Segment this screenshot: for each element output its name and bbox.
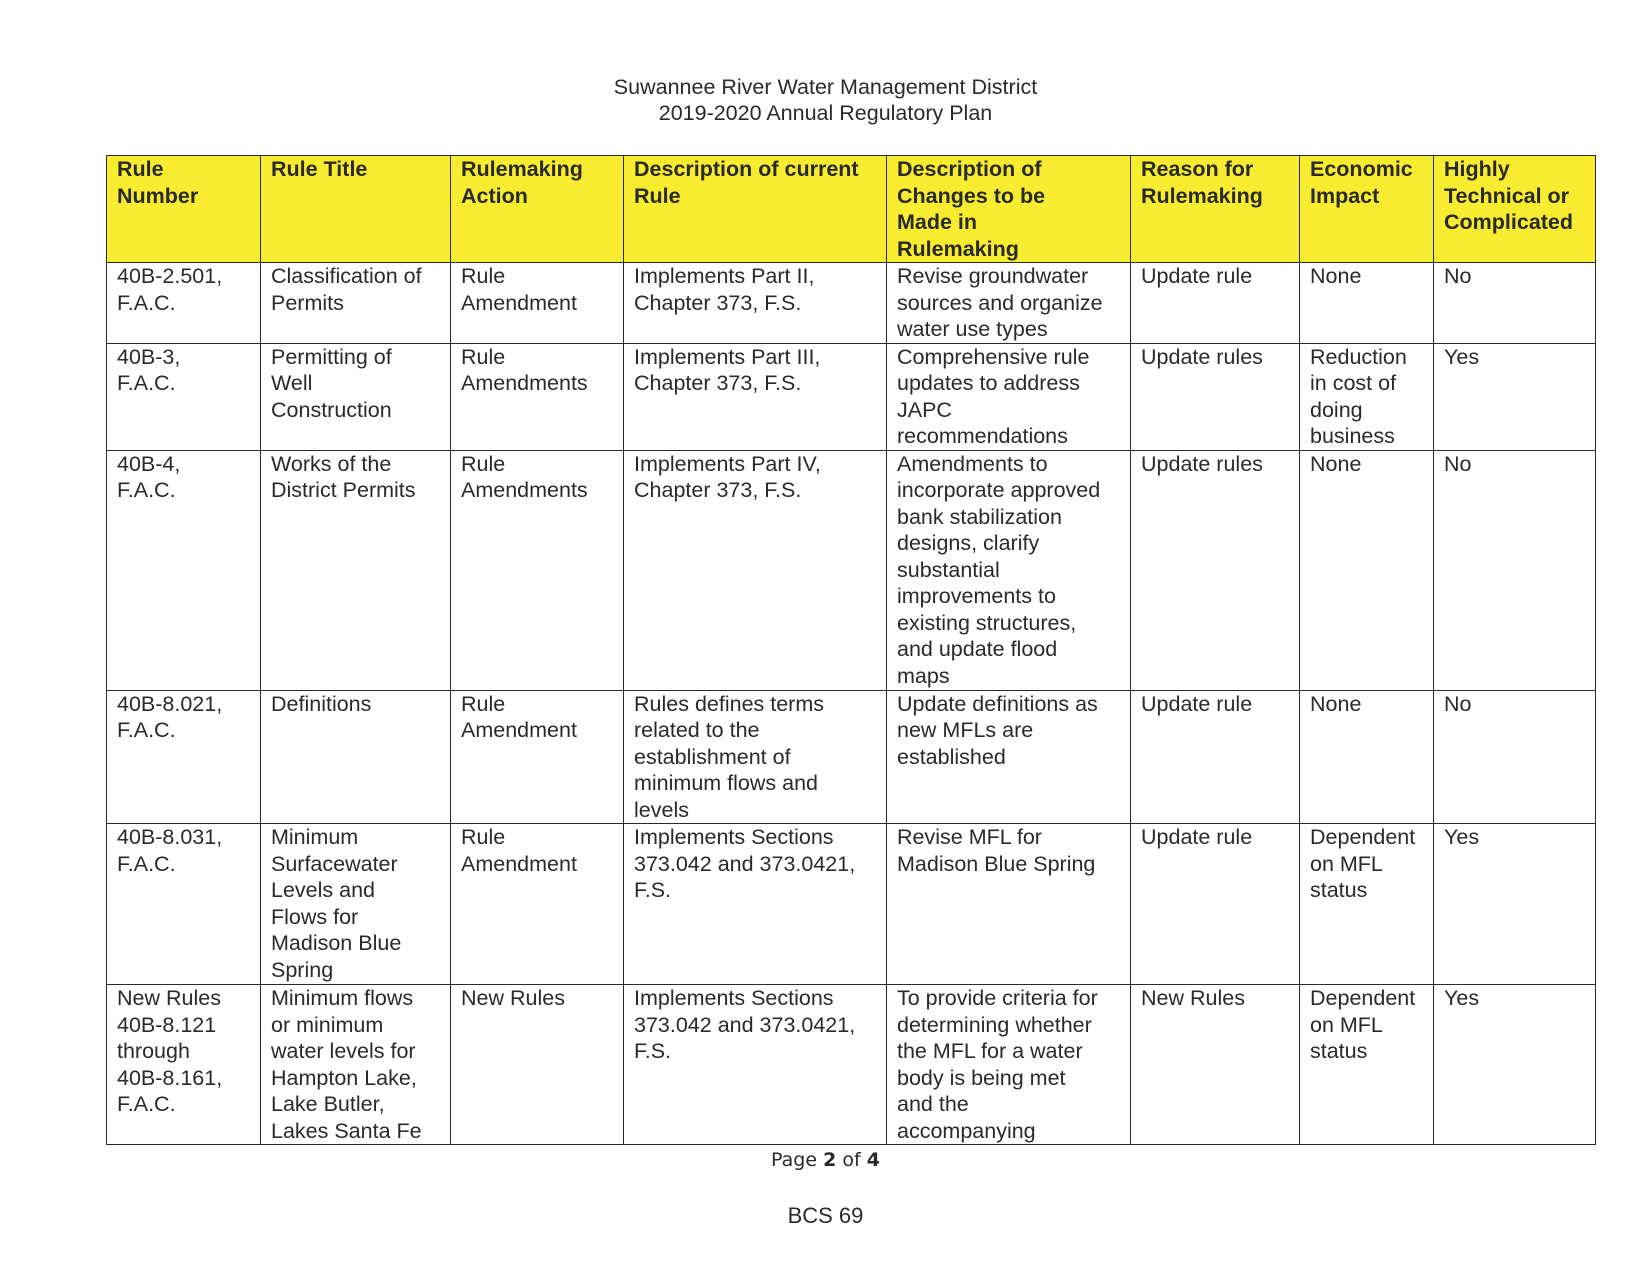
cell-economic-impact <box>1300 343 1434 450</box>
column-header-line: Economic <box>1310 157 1413 181</box>
cell-text-line: F.A.C. <box>117 371 176 395</box>
cell-text-line: 40B-8.031, <box>117 825 223 849</box>
regulatory-plan-table <box>106 155 1596 1145</box>
cell-text-line: 40B-3, <box>117 344 181 369</box>
cell-rulemaking-reason <box>1131 824 1300 985</box>
cell-text-line: accompanying <box>897 1118 1036 1143</box>
cell-text-line: Dependent <box>1310 986 1416 1010</box>
cell-text-line: Update rules <box>1141 451 1263 476</box>
cell-text-line: Works of the <box>271 451 392 476</box>
cell-text-line: Chapter 373, F.S. <box>634 478 802 502</box>
cell-text-line: the MFL for a water <box>897 1039 1083 1063</box>
cell-text-line: Minimum <box>271 825 359 849</box>
column-header-line: Description of current <box>634 157 859 181</box>
table-header <box>107 156 1596 263</box>
cell-text-line: Madison Blue Spring <box>897 851 1096 876</box>
cell-rule-number <box>107 824 261 985</box>
cell-text-line: water use types <box>897 317 1048 341</box>
header-organization: Suwannee River Water Management District <box>613 75 1038 99</box>
cell-text-line: Revise groundwater <box>897 264 1089 288</box>
cell-changes-description <box>887 824 1131 985</box>
cell-text-line: doing <box>1310 397 1363 422</box>
column-header-line: Description of <box>897 157 1042 181</box>
cell-text-line: status <box>1310 1039 1368 1063</box>
cell-text-line: Amendment <box>461 851 577 876</box>
cell-text-line: Construction <box>271 397 392 422</box>
cell-rule-number <box>107 343 261 450</box>
cell-rule-title <box>261 985 451 1145</box>
column-header-line: Rule <box>634 183 681 208</box>
cell-technical-complexity <box>1434 263 1596 344</box>
cell-text-line: Update rule <box>1141 691 1253 716</box>
cell-text-line: Update rule <box>1141 264 1253 288</box>
cell-text-line: Revise MFL for <box>897 825 1042 849</box>
cell-text-line: To provide criteria for <box>897 986 1098 1010</box>
cell-text-line: Implements Sections <box>634 825 834 849</box>
table-row <box>107 985 1596 1145</box>
cell-economic-impact <box>1300 985 1434 1145</box>
cell-text-line: and the <box>897 1092 969 1116</box>
cell-text-line: Yes <box>1444 344 1480 369</box>
page-current: 2 <box>823 1149 837 1171</box>
cell-text-line: Spring <box>271 957 334 982</box>
cell-text-line: Rule <box>461 264 506 288</box>
document-header <box>0 74 1651 126</box>
cell-text-line: business <box>1310 424 1395 448</box>
cell-text-line: determining whether <box>897 1012 1092 1037</box>
cell-text-line: Update definitions as <box>897 691 1098 716</box>
cell-text-line: New Rules <box>1141 986 1245 1010</box>
cell-text-line: New Rules <box>461 986 565 1010</box>
cell-text-line: levels <box>634 797 689 822</box>
cell-technical-complexity <box>1434 824 1596 985</box>
cell-text-line: Rule <box>461 451 506 476</box>
cell-text-line: water levels for <box>271 1039 416 1063</box>
cell-text-line: status <box>1310 878 1368 902</box>
cell-text-line: District Permits <box>271 478 416 502</box>
cell-text-line: in cost of <box>1310 371 1397 395</box>
cell-text-line: Rule <box>461 691 506 716</box>
column-header-line: Complicated <box>1444 210 1574 234</box>
column-header-rulemaking-action <box>451 156 624 263</box>
cell-rule-number <box>107 450 261 690</box>
cell-text-line: through <box>117 1039 190 1063</box>
cell-text-line: minimum flows and <box>634 771 818 795</box>
cell-text-line: improvements to <box>897 584 1056 608</box>
cell-text-line: 40B-8.161, <box>117 1065 223 1090</box>
column-header-economic-impact <box>1300 156 1434 263</box>
cell-text-line: sources and organize <box>897 290 1103 315</box>
cell-text-line: Implements Sections <box>634 986 834 1010</box>
column-header-line: Rule <box>117 157 164 181</box>
cell-current-rule-description <box>624 450 887 690</box>
cell-text-line: Implements Part III, <box>634 344 821 369</box>
cell-text-line: Flows for <box>271 904 359 929</box>
cell-rule-title <box>261 450 451 690</box>
cell-changes-description <box>887 690 1131 824</box>
cell-text-line: bank stabilization <box>897 504 1062 529</box>
cell-rule-title <box>261 343 451 450</box>
cell-text-line: Definitions <box>271 691 372 716</box>
column-header-line: Impact <box>1310 183 1380 208</box>
cell-text-line: 40B-8.021, <box>117 691 223 716</box>
cell-text-line: F.A.C. <box>117 478 176 502</box>
table-body <box>107 263 1596 1145</box>
cell-changes-description <box>887 450 1131 690</box>
cell-text-line: None <box>1310 451 1362 476</box>
cell-rulemaking-action <box>451 450 624 690</box>
cell-text-line: None <box>1310 264 1362 288</box>
column-header-line: Action <box>461 183 528 208</box>
cell-text-line: Madison Blue <box>271 931 402 955</box>
cell-current-rule-description <box>624 343 887 450</box>
cell-text-line: on MFL <box>1310 1012 1383 1037</box>
column-header-line: Technical or <box>1444 183 1570 208</box>
cell-text-line: existing structures, <box>897 610 1077 635</box>
cell-technical-complexity <box>1434 450 1596 690</box>
cell-text-line: F.A.C. <box>117 718 176 742</box>
cell-text-line: Implements Part II, <box>634 264 815 288</box>
cell-rule-number <box>107 690 261 824</box>
cell-rule-title <box>261 690 451 824</box>
cell-text-line: Yes <box>1444 986 1480 1010</box>
cell-text-line: maps <box>897 663 950 688</box>
cell-economic-impact <box>1300 824 1434 985</box>
page-of: of <box>842 1149 861 1171</box>
cell-text-line: F.A.C. <box>117 290 176 315</box>
column-header-rule-title <box>261 156 451 263</box>
page-number <box>0 1149 1651 1171</box>
cell-rulemaking-action <box>451 985 624 1145</box>
cell-text-line: Dependent <box>1310 825 1416 849</box>
cell-text-line: Reduction <box>1310 344 1407 369</box>
cell-text-line: Lake Butler, <box>271 1092 385 1116</box>
table-row <box>107 263 1596 344</box>
cell-text-line: Amendment <box>461 290 577 315</box>
cell-changes-description <box>887 263 1131 344</box>
cell-text-line: Rules defines terms <box>634 691 824 716</box>
cell-rulemaking-reason <box>1131 985 1300 1145</box>
cell-rulemaking-reason <box>1131 450 1300 690</box>
column-header-rulemaking-reason <box>1131 156 1300 263</box>
cell-text-line: F.A.C. <box>117 1092 176 1116</box>
cell-text-line: Lakes Santa Fe <box>271 1118 422 1143</box>
cell-text-line: substantial <box>897 557 1000 582</box>
column-header-line: Reason for <box>1141 157 1254 181</box>
column-header-current-rule-description <box>624 156 887 263</box>
cell-text-line: Permitting of <box>271 344 392 369</box>
column-header-line: Rule Title <box>271 157 368 181</box>
cell-text-line: Update rules <box>1141 344 1263 369</box>
cell-text-line: recommendations <box>897 424 1068 448</box>
page-word: Page <box>771 1149 818 1171</box>
cell-technical-complexity <box>1434 690 1596 824</box>
cell-text-line: Chapter 373, F.S. <box>634 290 802 315</box>
cell-rule-title <box>261 824 451 985</box>
cell-text-line: No <box>1444 691 1472 716</box>
cell-changes-description <box>887 343 1131 450</box>
cell-rulemaking-reason <box>1131 690 1300 824</box>
cell-text-line: F.S. <box>634 1039 672 1063</box>
cell-text-line: Amendments <box>461 371 588 395</box>
column-header-rule-number <box>107 156 261 263</box>
cell-text-line: JAPC <box>897 397 952 422</box>
cell-text-line: Comprehensive rule <box>897 344 1090 369</box>
page-total: 4 <box>866 1149 880 1171</box>
cell-text-line: updates to address <box>897 371 1080 395</box>
cell-text-line: Levels and <box>271 878 375 902</box>
cell-economic-impact <box>1300 263 1434 344</box>
cell-text-line: new MFLs are <box>897 718 1034 742</box>
column-header-line: Number <box>117 183 199 208</box>
cell-text-line: establishment of <box>634 744 791 769</box>
cell-text-line: and update flood <box>897 637 1058 661</box>
cell-text-line: 373.042 and 373.0421, <box>634 851 856 876</box>
column-header-technical-complexity <box>1434 156 1596 263</box>
cell-text-line: Update rule <box>1141 825 1253 849</box>
cell-rulemaking-action <box>451 343 624 450</box>
cell-text-line: Hampton Lake, <box>271 1065 417 1090</box>
cell-text-line: Rule <box>461 344 506 369</box>
cell-rulemaking-action <box>451 263 624 344</box>
cell-text-line: F.S. <box>634 878 672 902</box>
cell-text-line: Amendments <box>461 478 588 502</box>
cell-text-line: on MFL <box>1310 851 1383 876</box>
cell-text-line: Rule <box>461 825 506 849</box>
cell-text-line: body is being met <box>897 1065 1066 1090</box>
cell-current-rule-description <box>624 263 887 344</box>
cell-text-line: Surfacewater <box>271 851 398 876</box>
cell-text-line: 40B-8.121 <box>117 1012 217 1037</box>
cell-text-line: No <box>1444 264 1472 288</box>
cell-current-rule-description <box>624 985 887 1145</box>
cell-text-line: designs, clarify <box>897 531 1040 555</box>
cell-text-line: incorporate approved <box>897 478 1101 502</box>
column-header-line: Rulemaking <box>461 157 583 181</box>
cell-text-line: Classification of <box>271 264 422 288</box>
cell-current-rule-description <box>624 824 887 985</box>
table-row <box>107 824 1596 985</box>
column-header-line: Changes to be <box>897 183 1046 208</box>
cell-technical-complexity <box>1434 985 1596 1145</box>
cell-rule-number <box>107 263 261 344</box>
column-header-line: Rulemaking <box>1141 183 1263 208</box>
column-header-line: Highly <box>1444 157 1510 181</box>
column-header-line: Rulemaking <box>897 236 1019 261</box>
cell-technical-complexity <box>1434 343 1596 450</box>
cell-text-line: or minimum <box>271 1012 384 1037</box>
cell-text-line: Yes <box>1444 825 1480 849</box>
cell-text-line: Well <box>271 371 313 395</box>
cell-text-line: established <box>897 744 1006 769</box>
cell-text-line: 373.042 and 373.0421, <box>634 1012 856 1037</box>
bcs-reference: BCS 69 <box>787 1203 864 1228</box>
cell-current-rule-description <box>624 690 887 824</box>
cell-text-line: F.A.C. <box>117 851 176 876</box>
table-row <box>107 450 1596 690</box>
cell-text-line: Minimum flows <box>271 986 414 1010</box>
cell-text-line: Permits <box>271 290 344 315</box>
cell-rulemaking-reason <box>1131 343 1300 450</box>
cell-text-line: Amendments to <box>897 451 1048 476</box>
cell-text-line: No <box>1444 451 1472 476</box>
header-plan-title: 2019-2020 Annual Regulatory Plan <box>658 101 993 125</box>
cell-rulemaking-reason <box>1131 263 1300 344</box>
cell-text-line: None <box>1310 691 1362 716</box>
cell-text-line: related to the <box>634 718 760 742</box>
cell-text-line: Implements Part IV, <box>634 451 821 476</box>
table-row <box>107 343 1596 450</box>
cell-changes-description <box>887 985 1131 1145</box>
column-header-line: Made in <box>897 210 978 234</box>
cell-text-line: Amendment <box>461 718 577 742</box>
cell-text-line: 40B-2.501, <box>117 264 223 288</box>
cell-economic-impact <box>1300 450 1434 690</box>
cell-text-line: New Rules <box>117 986 221 1010</box>
table-row <box>107 690 1596 824</box>
cell-text-line: Chapter 373, F.S. <box>634 371 802 395</box>
cell-text-line: 40B-4, <box>117 451 181 476</box>
cell-rule-title <box>261 263 451 344</box>
cell-rulemaking-action <box>451 690 624 824</box>
column-header-changes-description <box>887 156 1131 263</box>
table-header-row <box>107 156 1596 263</box>
cell-rulemaking-action <box>451 824 624 985</box>
cell-rule-number <box>107 985 261 1145</box>
cell-economic-impact <box>1300 690 1434 824</box>
